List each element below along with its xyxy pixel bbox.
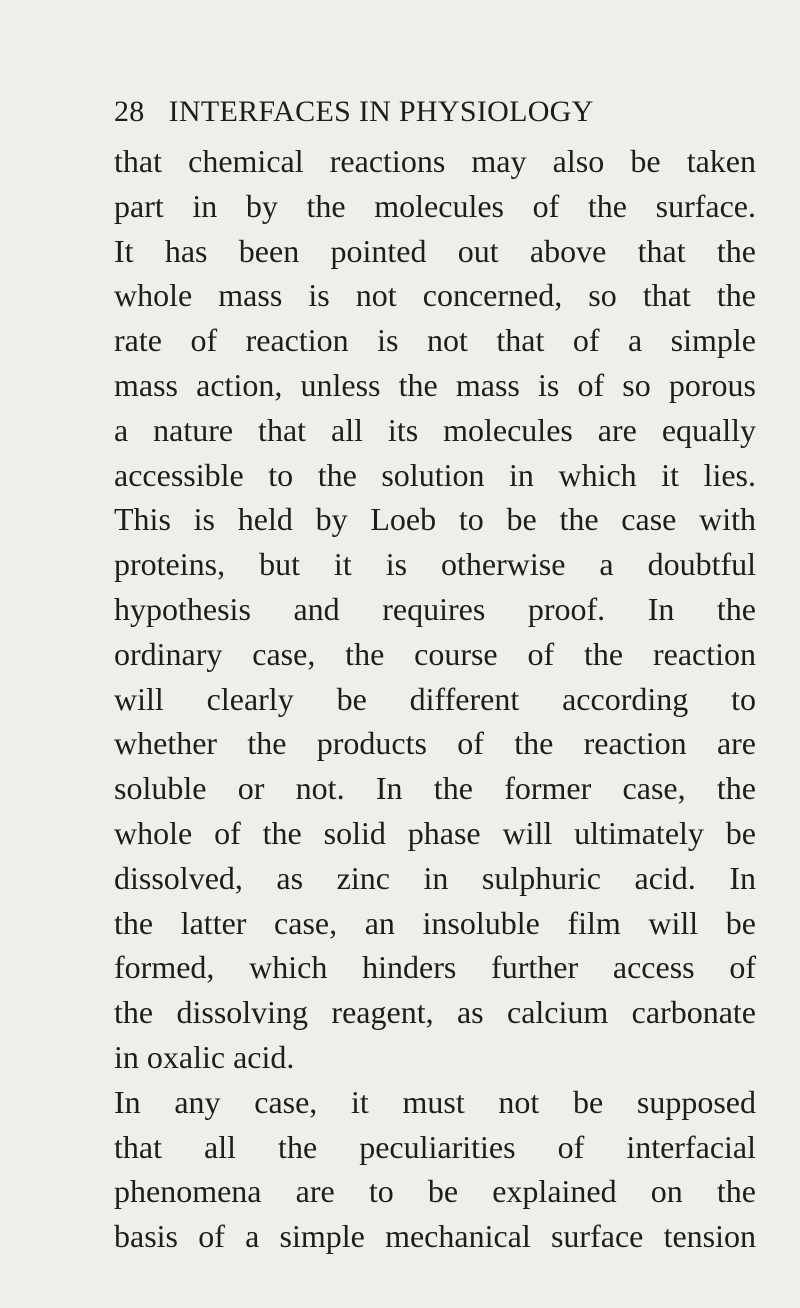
text-line: in oxalic acid. — [114, 1038, 295, 1075]
text-line: ordinary case, the course of the reaction — [114, 635, 756, 672]
text-line: the latter case, an insoluble film will be — [114, 904, 756, 941]
text-line: that chemical reactions may also be taken — [114, 143, 756, 179]
running-title: INTERFACES IN PHYSIOLOGY — [168, 95, 594, 128]
body-text — [114, 139, 756, 1259]
paragraph-2 — [114, 1080, 756, 1259]
paragraph-1 — [114, 139, 756, 1080]
text-line: mass action, unless the mass is of so porous — [114, 366, 756, 403]
text-line: dissolved, as zinc in sulphuric acid. In — [114, 859, 756, 896]
text-line: In any case, it must not be supposed — [114, 1083, 756, 1120]
running-header — [114, 94, 714, 130]
text-line: a nature that all its molecules are equally — [114, 411, 756, 448]
text-line: This is held by Loeb to be the case with — [114, 501, 756, 538]
text-line: phenomena are to be explained on the — [114, 1173, 756, 1210]
text-line: whether the products of the reaction are — [114, 725, 756, 762]
text-line: whole mass is not concerned, so that the — [114, 277, 756, 314]
text-line: formed, which hinders further access of — [114, 949, 756, 986]
text-line: accessible to the solution in which it lies. — [114, 456, 756, 493]
text-line: that all the peculiarities of interfacial — [114, 1128, 756, 1165]
text-line: basis of a simple mechanical surface tension — [114, 1218, 756, 1255]
text-line: rate of reaction is not that of a simple — [114, 322, 756, 359]
text-line: soluble or not. In the former case, the — [114, 770, 756, 807]
text-line: will clearly be different according to — [114, 680, 756, 717]
text-line: the dissolving reagent, as calcium carbonate — [114, 994, 756, 1031]
text-line: whole of the solid phase will ultimately be — [114, 814, 756, 851]
page-number: 28 — [114, 95, 145, 128]
text-line: part in by the molecules of the surface. — [114, 187, 756, 224]
text-line: It has been pointed out above that the — [114, 232, 756, 269]
text-line: proteins, but it is otherwise a doubtful — [114, 546, 756, 583]
text-line: hypothesis and requires proof. In the — [114, 590, 756, 627]
